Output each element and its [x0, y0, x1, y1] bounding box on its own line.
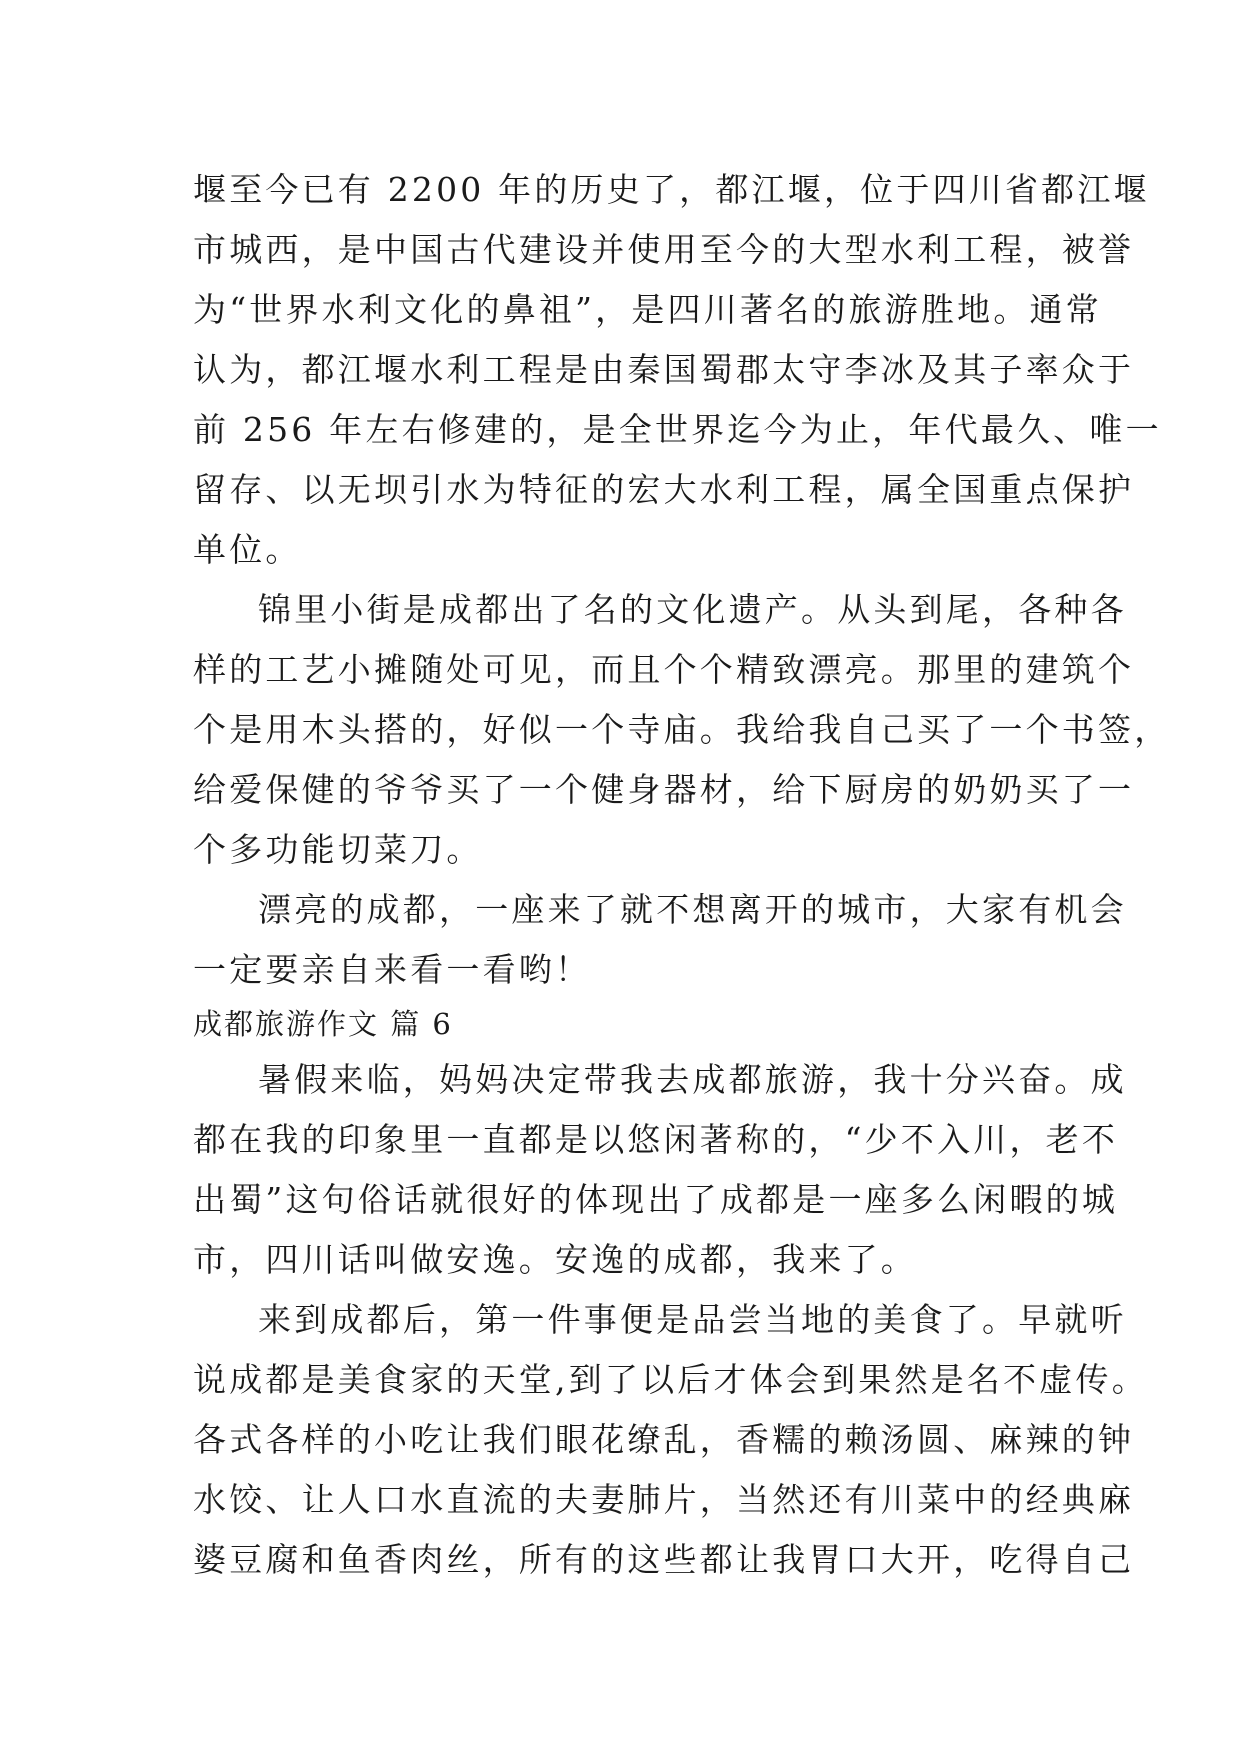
paragraph-1-line-3: 为“世界水利文化的鼻祖”，是四川著名的旅游胜地。通常: [193, 290, 1102, 329]
paragraph-5-line-3: 各式各样的小吃让我们眼花缭乱，香糯的赖汤圆、麻辣的钟: [193, 1420, 1135, 1459]
paragraph-4-line-1: 暑假来临，妈妈决定带我去成都旅游，我十分兴奋。成: [258, 1060, 1127, 1099]
paragraph-1-line-6: 留存、以无坝引水为特征的宏大水利工程，属全国重点保护: [193, 470, 1135, 509]
paragraph-4-line-4: 市，四川话叫做安逸。安逸的成都，我来了。: [193, 1240, 917, 1279]
paragraph-4-line-2: 都在我的印象里一直都是以悠闲著称的，“少不入川，老不: [193, 1120, 1119, 1159]
paragraph-3-line-2: 一定要亲自来看一看哟！: [193, 950, 592, 989]
paragraph-2-line-2: 样的工艺小摊随处可见，而且个个精致漂亮。那里的建筑个: [193, 650, 1135, 689]
paragraph-4-line-3: 出蜀”这句俗话就很好的体现出了成都是一座多么闲暇的城: [193, 1180, 1119, 1219]
paragraph-1-line-2: 市城西，是中国古代建设并使用至今的大型水利工程，被誉: [193, 230, 1135, 269]
paragraph-2-line-3: 个是用木头搭的，好似一个寺庙。我给我自己买了一个书签，: [193, 710, 1171, 749]
paragraph-1-line-5: 前 256 年左右修建的，是全世界迄今为止，年代最久、唯一: [193, 410, 1162, 449]
paragraph-5-line-4: 水饺、让人口水直流的夫妻肺片，当然还有川菜中的经典麻: [193, 1480, 1135, 1519]
paragraph-1-line-7: 单位。: [193, 530, 302, 569]
section-heading: 成都旅游作文 篇 6: [193, 1007, 453, 1041]
paragraph-3-line-1: 漂亮的成都，一座来了就不想离开的城市，大家有机会: [258, 890, 1127, 929]
paragraph-2-line-5: 个多功能切菜刀。: [193, 830, 483, 869]
paragraph-2-line-4: 给爱保健的爷爷买了一个健身器材，给下厨房的奶奶买了一: [193, 770, 1135, 809]
paragraph-1-line-4: 认为，都江堰水利工程是由秦国蜀郡太守李冰及其子率众于: [193, 350, 1135, 389]
paragraph-5-line-1: 来到成都后，第一件事便是品尝当地的美食了。早就听: [258, 1300, 1127, 1339]
paragraph-5-line-2: 说成都是美食家的天堂,到了以后才体会到果然是名不虚传。: [193, 1360, 1148, 1399]
paragraph-5-line-5: 婆豆腐和鱼香肉丝，所有的这些都让我胃口大开，吃得自己: [193, 1540, 1135, 1579]
paragraph-2-line-1: 锦里小街是成都出了名的文化遗产。从头到尾，各种各: [258, 590, 1127, 629]
paragraph-1-line-1: 堰至今已有 2200 年的历史了，都江堰，位于四川省都江堰: [193, 170, 1150, 209]
